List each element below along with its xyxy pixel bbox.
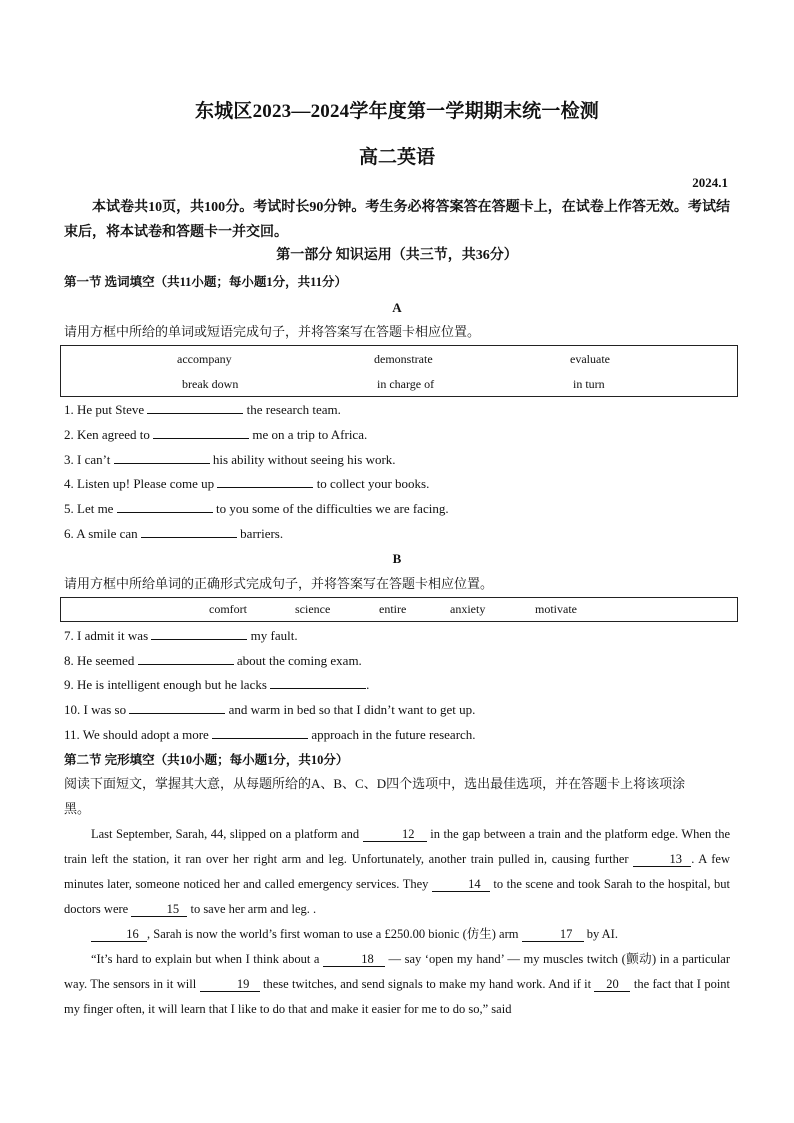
part-one-heading: 第一部分 知识运用（共三节，共36分） xyxy=(276,248,518,263)
question-3: 3. I can’t his ability without seeing his work. xyxy=(64,452,396,467)
subsection-a-label: A xyxy=(392,300,402,315)
word-box-a xyxy=(60,345,738,397)
answer-blank xyxy=(270,676,366,689)
subsection-a-instruction: 请用方框中所给的单词或短语完成句子，并将答案写在答题卡相应位置。 xyxy=(64,324,481,339)
passage-paragraph-3: “It’s hard to explain but when I think about a 18 — say ‘open my hand’ — my muscles twitch (颤动) in a particular way. The sensors in it will 19 these twitches, and send signals to make my hand work. And if it 20 the fact that I point my finger often, it will learn that I like to do that and make it easier for me to do so,” said xyxy=(64,952,731,1016)
word-option: in charge of xyxy=(377,377,435,391)
answer-blank xyxy=(129,701,225,714)
answer-blank xyxy=(212,726,308,739)
word-option: motivate xyxy=(535,602,577,616)
answer-blank xyxy=(114,451,210,464)
answer-blank xyxy=(217,475,313,488)
section-two-heading: 第二节 完形填空（共10小题；每小题1分，共10分） xyxy=(64,753,349,767)
word-option: science xyxy=(295,602,331,616)
exam-date: 2024.1 xyxy=(692,175,728,190)
question-6: 6. A smile can barriers. xyxy=(64,526,284,541)
passage-paragraph-1: Last September, Sarah, 44, slipped on a platform and 12 in the gap between a train and the platform edge. When the train left the station, it ran over her right arm and leg. Unfortunately, another train pulled in, causing further 13 . A few minutes later, someone noticed her and called emergency services. They 14 to the scene and took Sarah to the hospital, but doctors were 15 to save her arm and leg. . xyxy=(64,827,731,916)
cloze-gap-20: 20 xyxy=(594,977,630,992)
answer-blank xyxy=(138,652,234,665)
word-option: in turn xyxy=(573,377,605,391)
cloze-gap-15: 15 xyxy=(131,902,187,917)
question-7: 7. I admit it was my fault. xyxy=(64,628,298,643)
exam-instructions: 本试卷共10页，共100分。考试时长90分钟。考生务必将答案答在答题卡上，在试卷上作答无效。考试结束后，将本试卷和答题卡一并交回。 xyxy=(64,200,730,240)
question-1: 1. He put Steve the research team. xyxy=(64,402,341,417)
answer-blank xyxy=(147,401,243,414)
exam-subject: 高二英语 xyxy=(358,147,435,168)
word-option: break down xyxy=(182,377,239,391)
answer-blank xyxy=(141,525,237,538)
subsection-b-instruction: 请用方框中所给单词的正确形式完成句子，并将答案写在答题卡相应位置。 xyxy=(64,576,494,591)
question-2: 2. Ken agreed to me on a trip to Africa. xyxy=(64,427,368,442)
cloze-instruction-line-2: 黑。 xyxy=(64,801,91,816)
cloze-gap-16: 16 xyxy=(91,927,147,942)
word-box-b xyxy=(60,597,738,622)
question-4: 4. Listen up! Please come up to collect your books. xyxy=(64,476,430,491)
cloze-gap-18: 18 xyxy=(323,952,385,967)
exam-title: 东城区2023—2024学年度第一学期期末统一检测 xyxy=(194,101,599,122)
cloze-gap-17: 17 xyxy=(522,927,584,942)
question-10: 10. I was so and warm in bed so that I didn’t want to get up. xyxy=(64,702,476,717)
subsection-b-label: B xyxy=(392,551,402,566)
word-option: entire xyxy=(379,602,407,616)
question-8: 8. He seemed about the coming exam. xyxy=(64,653,362,668)
question-11: 11. We should adopt a more approach in the future research. xyxy=(64,727,476,742)
word-option: anxiety xyxy=(450,602,486,616)
answer-blank xyxy=(117,500,213,513)
cloze-gap-13: 13 xyxy=(633,852,691,867)
cloze-gap-19: 19 xyxy=(200,977,260,992)
question-9: 9. He is intelligent enough but he lacks . xyxy=(64,677,370,692)
answer-blank xyxy=(153,426,249,439)
question-5: 5. Let me to you some of the difficulties we are facing. xyxy=(64,501,449,516)
word-option: comfort xyxy=(209,602,247,616)
word-option: demonstrate xyxy=(374,352,433,366)
word-option: accompany xyxy=(177,352,232,366)
word-option: evaluate xyxy=(570,352,610,366)
passage-paragraph-2: 16 , Sarah is now the world’s first woman to use a £250.00 bionic (仿生) arm 17 by AI. xyxy=(64,922,730,947)
section-one-heading: 第一节 选词填空（共11小题；每小题1分，共11分） xyxy=(64,275,347,289)
answer-blank xyxy=(151,627,247,640)
cloze-instruction-line-1: 阅读下面短文，掌握其大意，从每题所给的A、B、C、D四个选项中，选出最佳选项，并在答题卡上将该项涂 xyxy=(64,776,686,791)
cloze-gap-12: 12 xyxy=(363,827,427,842)
cloze-gap-14: 14 xyxy=(432,877,490,892)
